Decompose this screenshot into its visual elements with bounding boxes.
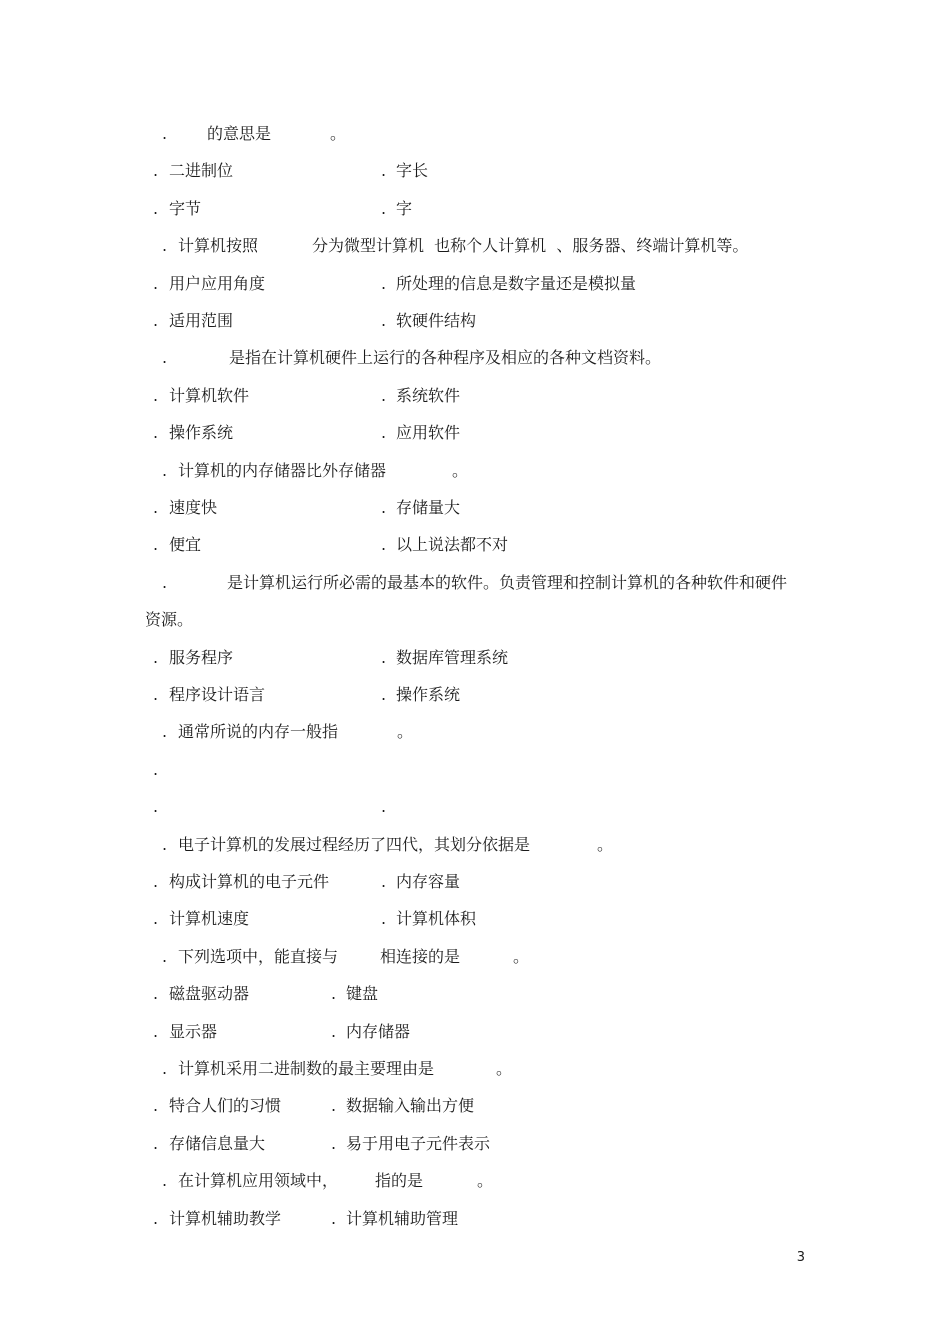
question-text: 。 (597, 835, 614, 854)
question-text: 计算机采用二进制数的最主要理由是 (178, 1059, 435, 1078)
question-text: 指的是 (375, 1171, 424, 1190)
question-text: 是计算机运行所必需的最基本的软件。负责管理和控制计算机的各种软件和硬件 (227, 573, 788, 592)
option-dot: . (381, 648, 387, 667)
option-right: 存储量大 (396, 498, 461, 517)
option-dot: . (153, 386, 159, 405)
option-dot: . (153, 872, 159, 891)
option-left: 程序设计语言 (169, 685, 266, 704)
option-dot: . (153, 423, 159, 442)
option-dot: . (153, 797, 159, 816)
option-dot: . (153, 311, 159, 330)
option-left: 适用范围 (169, 311, 234, 330)
question-text: 的意思是 (207, 124, 272, 143)
question-text: 电子计算机的发展过程经历了四代，其划分依据是 (178, 835, 531, 854)
option-dot: . (381, 199, 387, 218)
option-left: 服务程序 (169, 648, 234, 667)
question-number-dot: . (162, 573, 168, 592)
option-right: 计算机辅助管理 (346, 1209, 459, 1228)
option-dot: . (153, 1096, 159, 1115)
option-dot: . (153, 1022, 159, 1041)
option-left: 计算机速度 (169, 909, 250, 928)
option-left: 字节 (169, 199, 202, 218)
question-text: 下列选项中，能直接与 (178, 947, 339, 966)
option-right: 键盘 (346, 984, 379, 1003)
question-text: 。 (330, 124, 347, 143)
option-dot: . (381, 685, 387, 704)
option-right: 易于用电子元件表示 (346, 1134, 491, 1153)
question-text: 是指在计算机硬件上运行的各种程序及相应的各种文档资料。 (229, 348, 662, 367)
option-dot: . (381, 311, 387, 330)
question-number-dot: . (162, 461, 168, 480)
option-right: 软硬件结构 (396, 311, 477, 330)
option-right: 数据输入输出方便 (346, 1096, 475, 1115)
option-left: 便宜 (169, 535, 202, 554)
question-number-dot: . (162, 236, 168, 255)
option-dot: . (381, 498, 387, 517)
option-dot: . (331, 1134, 337, 1153)
option-left: 操作系统 (169, 423, 234, 442)
option-dot: . (153, 984, 159, 1003)
question-continuation: 资源。 (145, 610, 194, 629)
option-dot: . (153, 648, 159, 667)
question-text: 。 (513, 947, 530, 966)
option-right: 系统软件 (396, 386, 461, 405)
page-number: 3 (796, 1250, 805, 1265)
option-dot: . (331, 984, 337, 1003)
option-dot: . (153, 274, 159, 293)
question-text: 。 (452, 461, 469, 480)
option-right: 字长 (396, 161, 429, 180)
option-dot: . (381, 872, 387, 891)
option-dot: . (153, 535, 159, 554)
question-text: 。 (496, 1059, 513, 1078)
question-number-dot: . (162, 835, 168, 854)
option-left: 计算机辅助教学 (169, 1209, 282, 1228)
option-left: 磁盘驱动器 (169, 984, 250, 1003)
option-dot: . (381, 161, 387, 180)
option-right: 内存容量 (396, 872, 461, 891)
question-number-dot: . (162, 947, 168, 966)
question-text: 相连接的是 (380, 947, 461, 966)
question-text: 计算机的内存储器比外存储器 (178, 461, 387, 480)
option-dot: . (381, 274, 387, 293)
option-right: 数据库管理系统 (396, 648, 509, 667)
option-dot: . (331, 1209, 337, 1228)
option-dot: . (153, 161, 159, 180)
question-text: 分为微型计算机 也称个人计算机 、服务器、终端计算机等。 (312, 236, 749, 255)
option-dot: . (381, 909, 387, 928)
option-dot: . (153, 498, 159, 517)
question-text: 通常所说的内存一般指 (178, 722, 339, 741)
option-left: 计算机软件 (169, 386, 250, 405)
option-left: 速度快 (169, 498, 218, 517)
question-text: 。 (397, 722, 414, 741)
option-left: 用户应用角度 (169, 274, 266, 293)
option-right: 计算机体积 (396, 909, 477, 928)
question-text: 在计算机应用领域中， (178, 1171, 339, 1190)
question-number-dot: . (162, 1059, 168, 1078)
option-left: 显示器 (169, 1022, 218, 1041)
option-right: 操作系统 (396, 685, 461, 704)
option-dot: . (381, 423, 387, 442)
question-number-dot: . (162, 348, 168, 367)
option-dot: . (153, 909, 159, 928)
option-left: 构成计算机的电子元件 (169, 872, 330, 891)
option-dot: . (331, 1022, 337, 1041)
question-number-dot: . (162, 722, 168, 741)
option-dot: . (381, 535, 387, 554)
question-number-dot: . (162, 124, 168, 143)
option-dot: . (153, 199, 159, 218)
option-dot: . (153, 1209, 159, 1228)
option-right: 内存储器 (346, 1022, 411, 1041)
question-text: 。 (477, 1171, 494, 1190)
option-dot: . (153, 760, 159, 779)
option-left: 二进制位 (169, 161, 234, 180)
question-number-dot: . (162, 1171, 168, 1190)
option-dot: . (331, 1096, 337, 1115)
option-right: 字 (396, 199, 413, 218)
option-dot: . (381, 797, 387, 816)
option-dot: . (153, 685, 159, 704)
option-left: 存储信息量大 (169, 1134, 266, 1153)
question-text: 计算机按照 (178, 236, 259, 255)
option-right: 应用软件 (396, 423, 461, 442)
option-left: 特合人们的习惯 (169, 1096, 282, 1115)
option-dot: . (381, 386, 387, 405)
option-right: 以上说法都不对 (396, 535, 509, 554)
option-right: 所处理的信息是数字量还是模拟量 (396, 274, 637, 293)
option-dot: . (153, 1134, 159, 1153)
